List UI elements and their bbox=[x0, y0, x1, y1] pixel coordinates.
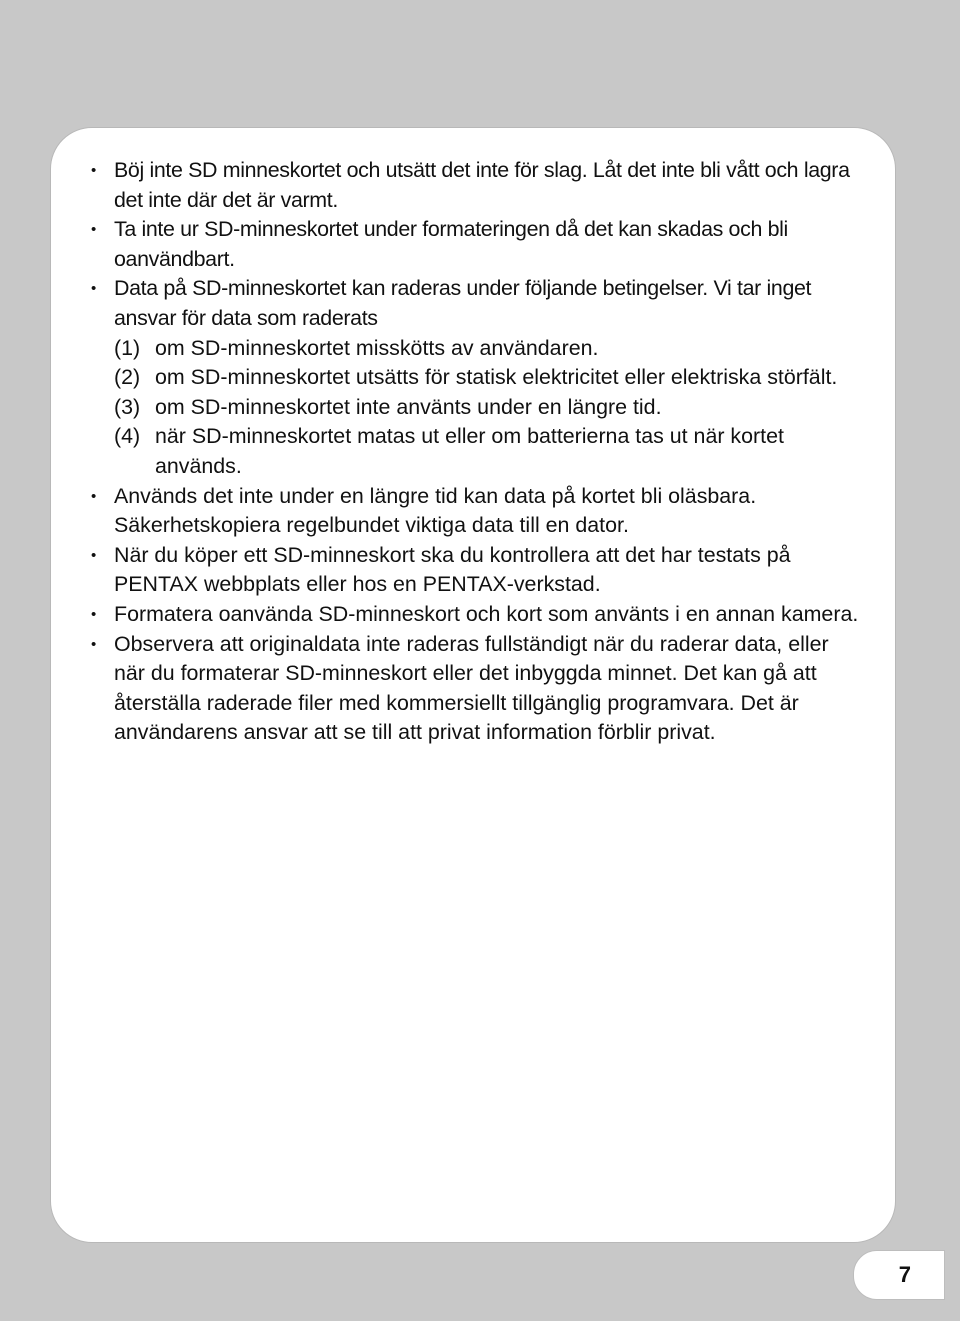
list-item bbox=[91, 215, 861, 274]
numbered-condition bbox=[91, 334, 861, 364]
list-item-text: Ta inte ur SD-minneskortet under formateringen då det kan skadas och bli oanvändbart. bbox=[114, 217, 788, 271]
page-number: 7 bbox=[898, 1262, 911, 1287]
condition-text: om SD-minneskortet misskötts av användaren. bbox=[155, 335, 599, 360]
bullet-icon: • bbox=[91, 280, 96, 298]
condition-text: om SD-minneskortet utsätts för statisk elektricitet eller elektriska störfält. bbox=[155, 365, 838, 390]
bullet-icon: • bbox=[91, 487, 97, 505]
condition-number: (3) bbox=[114, 394, 141, 419]
list-item-text: När du köper ett SD-minneskort ska du kontrollera att det har testats på PENTAX webbplats eller hos en PENTAX-verkstad. bbox=[114, 542, 791, 597]
bullet-icon: • bbox=[91, 635, 97, 653]
bullet-icon: • bbox=[91, 221, 96, 239]
page-number-tab bbox=[853, 1250, 945, 1300]
list-item-text: Formatera oanvända SD-minneskort och kort som använts i en annan kamera. bbox=[114, 601, 859, 626]
list-item-text: Används det inte under en längre tid kan data på kortet bli oläsbara. Säkerhetskopiera regelbundet viktiga data till en dator. bbox=[114, 483, 757, 538]
numbered-condition bbox=[91, 363, 861, 393]
condition-text: när SD-minneskortet matas ut eller om batterierna tas ut när kortet används. bbox=[155, 424, 784, 478]
list-item bbox=[91, 541, 861, 600]
condition-number: (4) bbox=[114, 424, 141, 449]
list-item bbox=[91, 156, 861, 215]
list-item-text: Böj inte SD minneskortet och utsätt det inte för slag. Låt det inte bli vått och lagra det inte där det är varmt. bbox=[114, 158, 850, 212]
list-item bbox=[91, 630, 861, 748]
list-item-text: Observera att originaldata inte raderas fullständigt när du raderar data, eller när du formaterar SD-minneskort eller det inbyggda minnet. Det kan gå att återställa raderade filer med kommersiellt tillgänglig programvara. Det är användarens ansvar att se till att privat information förblir privat. bbox=[114, 631, 829, 745]
list-item bbox=[91, 274, 861, 333]
bullet-icon: • bbox=[91, 605, 97, 623]
bullet-icon: • bbox=[91, 546, 97, 564]
condition-number: (2) bbox=[114, 365, 141, 390]
content-panel bbox=[50, 127, 896, 1243]
numbered-condition bbox=[91, 393, 861, 423]
bullet-icon: • bbox=[91, 162, 96, 179]
list-item bbox=[91, 482, 861, 541]
list-item bbox=[91, 600, 861, 630]
condition-text: om SD-minneskortet inte använts under en längre tid. bbox=[155, 394, 662, 419]
document-text bbox=[91, 156, 861, 748]
numbered-condition bbox=[91, 422, 861, 481]
condition-number: (1) bbox=[114, 335, 141, 360]
list-item-text: Data på SD-minneskortet kan raderas under följande betingelser. Vi tar inget ansvar för data som raderats bbox=[114, 276, 812, 330]
